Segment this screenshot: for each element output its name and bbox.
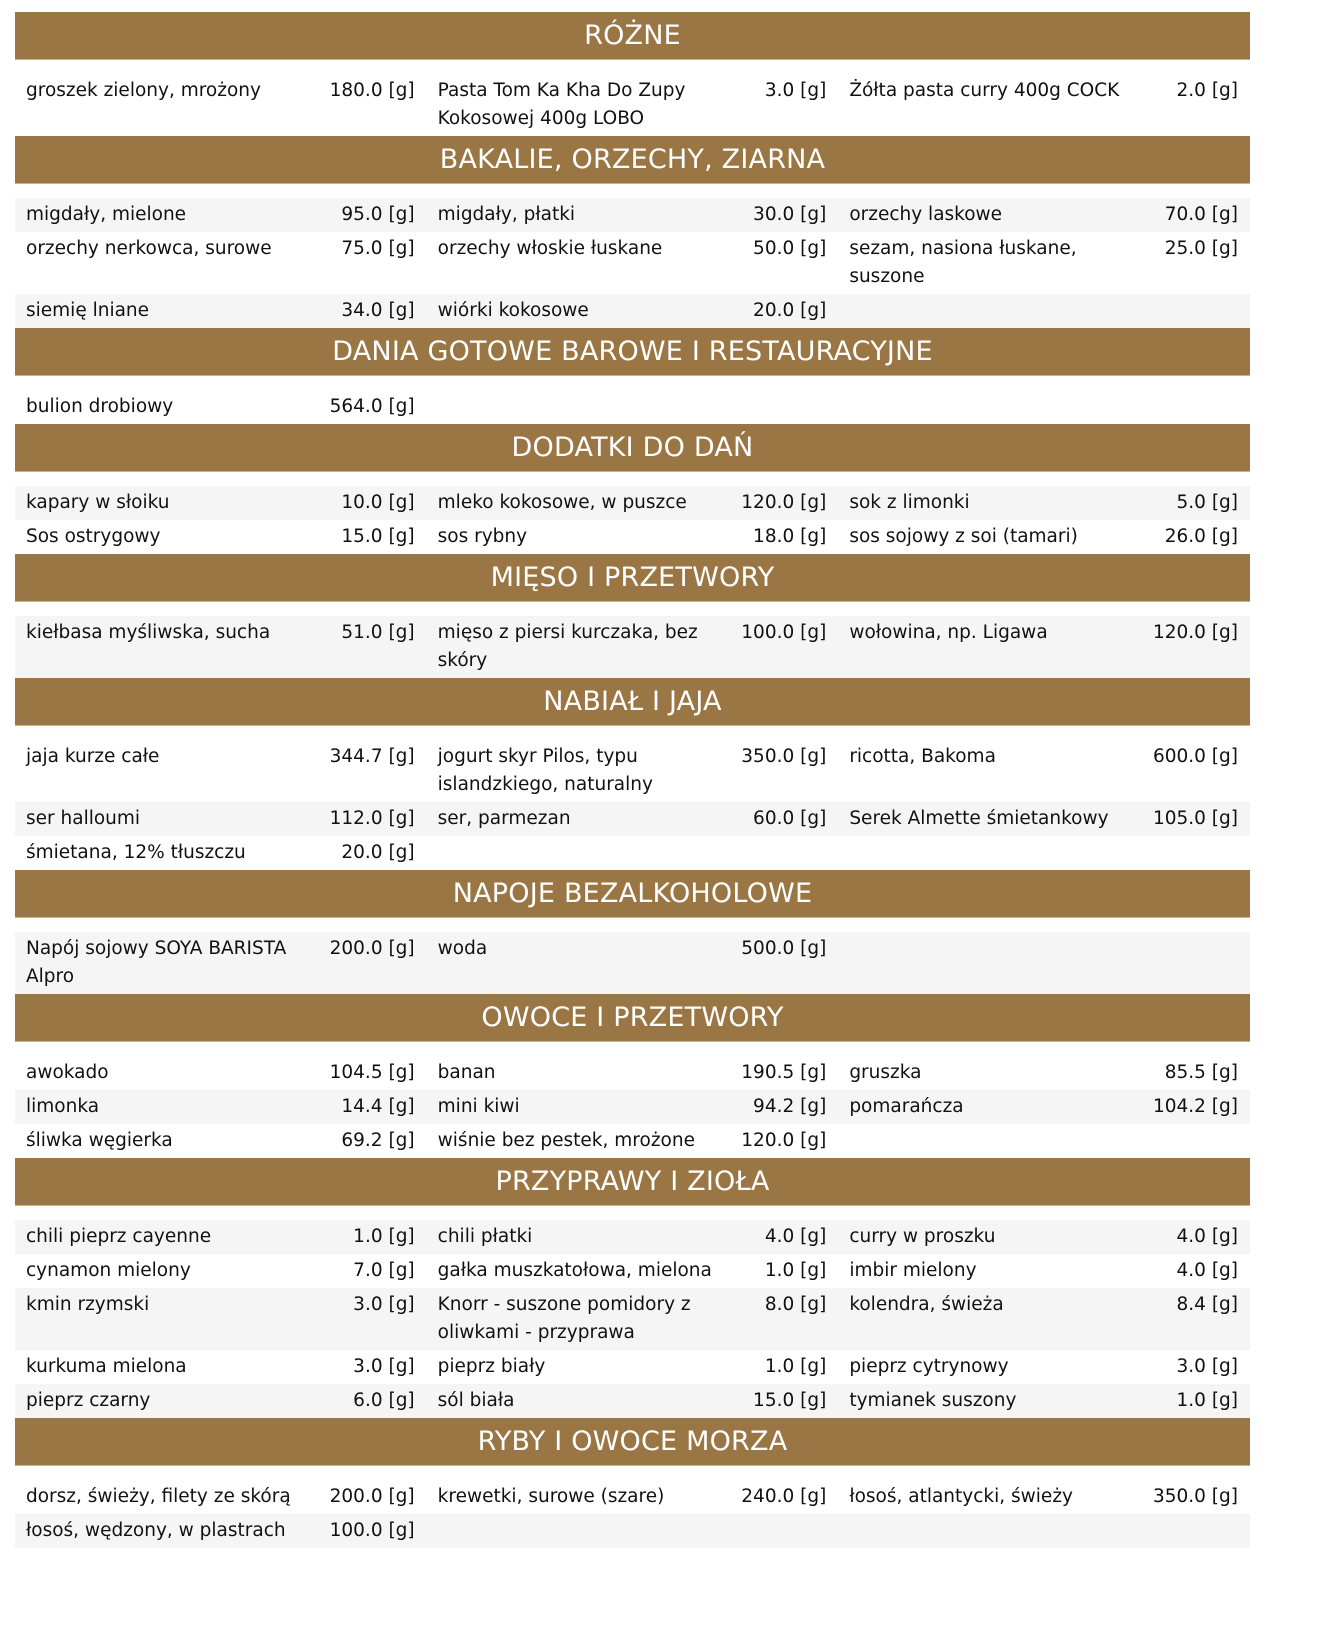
table-row	[15, 232, 1250, 294]
table-row	[15, 198, 1250, 232]
empty-cell	[1138, 836, 1250, 870]
item-quantity: 15.0 [g]	[727, 1384, 839, 1418]
table-row	[15, 740, 1250, 802]
item-quantity: 120.0 [g]	[741, 1130, 827, 1151]
item-name: jaja kurze całe	[26, 746, 160, 767]
item-name: chili pieprz cayenne	[15, 1220, 315, 1254]
item-name: sos rybny	[437, 526, 528, 547]
section-header-row	[15, 1418, 1250, 1466]
item-name: ser halloumi	[15, 802, 315, 836]
spacer-cell	[15, 1042, 1250, 1057]
item-name: ricotta, Bakoma	[849, 746, 996, 767]
table-row	[15, 616, 1250, 678]
item-name: orzechy laskowe	[838, 198, 1138, 232]
item-quantity: 120.0 [g]	[1138, 616, 1250, 678]
item-quantity: 15.0 [g]	[341, 526, 415, 547]
item-name: migdały, płatki	[427, 198, 727, 232]
section-spacer	[15, 1042, 1250, 1057]
item-name: chili płatki	[427, 1220, 727, 1254]
item-quantity: 85.5 [g]	[1164, 1062, 1238, 1083]
item-name: Serek Almette śmietankowy	[838, 802, 1138, 836]
empty-cell	[727, 390, 839, 424]
item-name: dorsz, świeży, filety ze skórą	[26, 1486, 291, 1507]
item-quantity: 25.0 [g]	[1164, 238, 1238, 259]
item-quantity: 2.0 [g]	[1176, 80, 1238, 101]
item-quantity: 500.0 [g]	[727, 932, 839, 994]
item-name: cynamon mielony	[26, 1260, 191, 1281]
item-name: Pasta Tom Ka Kha Do Zupy Kokosowej 400g LOBO	[437, 80, 686, 129]
item-name: kiełbasa myśliwska, sucha	[15, 616, 315, 678]
table-row	[15, 1124, 1250, 1158]
item-name: sok z limonki	[838, 486, 1138, 520]
table-row	[15, 802, 1250, 836]
item-quantity: 7.0 [g]	[353, 1260, 415, 1281]
section-header-row	[15, 870, 1250, 918]
item-name: siemię lniane	[15, 294, 315, 328]
item-quantity: 4.0 [g]	[727, 1220, 839, 1254]
item-name: krewetki, surowe (szare)	[437, 1486, 665, 1507]
item-name: banan	[437, 1062, 496, 1083]
empty-cell	[1138, 294, 1250, 328]
section-title: OWOCE I PRZETWORY	[15, 994, 1250, 1042]
item-name: kurkuma mielona	[26, 1356, 187, 1377]
item-name: łosoś, atlantycki, świeży	[849, 1486, 1073, 1507]
item-quantity: 75.0 [g]	[341, 238, 415, 259]
spacer-cell	[15, 376, 1250, 391]
table-row	[15, 390, 1250, 424]
section-title: DODATKI DO DAŃ	[15, 424, 1250, 472]
item-quantity: 14.4 [g]	[315, 1090, 427, 1124]
item-quantity: 50.0 [g]	[753, 238, 827, 259]
item-quantity: 4.0 [g]	[1176, 1260, 1238, 1281]
section-spacer	[15, 184, 1250, 199]
table-row	[15, 1350, 1250, 1384]
item-name: mini kiwi	[427, 1090, 727, 1124]
section-title: NAPOJE BEZALKOHOLOWE	[15, 870, 1250, 918]
item-name: Napój sojowy SOYA BARISTA Alpro	[15, 932, 315, 994]
shopping-list	[15, 12, 1250, 1548]
item-quantity: 34.0 [g]	[315, 294, 427, 328]
item-quantity: 95.0 [g]	[315, 198, 427, 232]
section-spacer	[15, 472, 1250, 487]
item-name: wołowina, np. Ligawa	[838, 616, 1138, 678]
item-quantity: 350.0 [g]	[741, 746, 827, 767]
item-name: orzechy nerkowca, surowe	[26, 238, 272, 259]
item-quantity: 100.0 [g]	[315, 1514, 427, 1548]
table-row	[15, 1480, 1250, 1514]
item-quantity: 104.2 [g]	[1138, 1090, 1250, 1124]
item-name: kapary w słoiku	[15, 486, 315, 520]
item-quantity: 112.0 [g]	[315, 802, 427, 836]
empty-cell	[838, 294, 1138, 328]
spacer-cell	[15, 184, 1250, 199]
table-row	[15, 1384, 1250, 1418]
spacer-cell	[15, 918, 1250, 933]
item-quantity: 350.0 [g]	[1152, 1486, 1238, 1507]
table-row	[15, 1220, 1250, 1254]
section-spacer	[15, 1206, 1250, 1221]
item-name: sól biała	[427, 1384, 727, 1418]
item-name: migdały, mielone	[15, 198, 315, 232]
item-quantity: 8.0 [g]	[727, 1288, 839, 1350]
section-title: RÓŻNE	[15, 12, 1250, 60]
empty-cell	[727, 1514, 839, 1548]
section-header-row	[15, 678, 1250, 726]
empty-cell	[1138, 932, 1250, 994]
table-row	[15, 520, 1250, 554]
item-name: gałka muszkatołowa, mielona	[437, 1260, 712, 1281]
item-quantity: 200.0 [g]	[315, 932, 427, 994]
empty-cell	[427, 390, 727, 424]
section-title: NABIAŁ I JAJA	[15, 678, 1250, 726]
empty-cell	[838, 1514, 1138, 1548]
empty-cell	[838, 390, 1138, 424]
item-name: pieprz cytrynowy	[849, 1356, 1009, 1377]
spacer-cell	[15, 726, 1250, 741]
table-row	[15, 294, 1250, 328]
item-name: sos sojowy z soi (tamari)	[849, 526, 1078, 547]
section-spacer	[15, 1466, 1250, 1481]
item-quantity: 1.0 [g]	[315, 1220, 427, 1254]
shopping-list-body	[15, 12, 1250, 1548]
item-name: orzechy włoskie łuskane	[437, 238, 663, 259]
table-row	[15, 836, 1250, 870]
item-name: awokado	[26, 1062, 109, 1083]
empty-cell	[1138, 1514, 1250, 1548]
item-quantity: 1.0 [g]	[764, 1260, 827, 1281]
section-header-row	[15, 994, 1250, 1042]
section-title: BAKALIE, ORZECHY, ZIARNA	[15, 136, 1250, 184]
empty-cell	[838, 836, 1138, 870]
item-name: mleko kokosowe, w puszce	[427, 486, 727, 520]
item-quantity: 20.0 [g]	[727, 294, 839, 328]
item-name: pieprz czarny	[15, 1384, 315, 1418]
spacer-cell	[15, 60, 1250, 75]
item-name: gruszka	[849, 1062, 922, 1083]
item-name: Knorr - suszone pomidory z oliwkami - przyprawa	[427, 1288, 727, 1350]
table-row	[15, 1288, 1250, 1350]
item-name: jogurt skyr Pilos, typu islandzkiego, naturalny	[437, 746, 653, 795]
item-name: Żółta pasta curry 400g COCK	[849, 80, 1120, 101]
item-name: sezam, nasiona łuskane, suszone	[849, 238, 1077, 287]
table-row	[15, 1090, 1250, 1124]
item-name: kmin rzymski	[15, 1288, 315, 1350]
item-name: pomarańcza	[838, 1090, 1138, 1124]
item-quantity: 4.0 [g]	[1138, 1220, 1250, 1254]
section-header-row	[15, 424, 1250, 472]
item-quantity: 1.0 [g]	[1138, 1384, 1250, 1418]
item-quantity: 70.0 [g]	[1138, 198, 1250, 232]
empty-cell	[427, 836, 727, 870]
item-quantity: 564.0 [g]	[329, 396, 415, 417]
section-spacer	[15, 376, 1250, 391]
item-name: wiśnie bez pestek, mrożone	[437, 1130, 695, 1151]
empty-cell	[838, 1124, 1138, 1158]
item-name: kolendra, świeża	[838, 1288, 1138, 1350]
item-quantity: 26.0 [g]	[1164, 526, 1238, 547]
item-quantity: 3.0 [g]	[353, 1356, 415, 1377]
table-row	[15, 1254, 1250, 1288]
item-quantity: 180.0 [g]	[329, 80, 415, 101]
section-header-row	[15, 1158, 1250, 1206]
item-quantity: 100.0 [g]	[727, 616, 839, 678]
item-quantity: 3.0 [g]	[1176, 1356, 1238, 1377]
section-header-row	[15, 136, 1250, 184]
item-quantity: 190.5 [g]	[741, 1062, 827, 1083]
item-quantity: 3.0 [g]	[315, 1288, 427, 1350]
spacer-cell	[15, 472, 1250, 487]
item-name: woda	[427, 932, 727, 994]
item-quantity: 5.0 [g]	[1138, 486, 1250, 520]
item-name: wiórki kokosowe	[427, 294, 727, 328]
item-name: Sos ostrygowy	[26, 526, 161, 547]
section-spacer	[15, 726, 1250, 741]
spacer-cell	[15, 1206, 1250, 1221]
item-quantity: 69.2 [g]	[341, 1130, 415, 1151]
section-title: DANIA GOTOWE BAROWE I RESTAURACYJNE	[15, 328, 1250, 376]
section-spacer	[15, 602, 1250, 617]
item-quantity: 600.0 [g]	[1152, 746, 1238, 767]
table-row	[15, 74, 1250, 136]
empty-cell	[1138, 390, 1250, 424]
section-title: MIĘSO I PRZETWORY	[15, 554, 1250, 602]
section-title: PRZYPRAWY I ZIOŁA	[15, 1158, 1250, 1206]
section-header-row	[15, 554, 1250, 602]
item-quantity: 240.0 [g]	[741, 1486, 827, 1507]
item-name: ser, parmezan	[427, 802, 727, 836]
item-name: curry w proszku	[838, 1220, 1138, 1254]
item-quantity: 1.0 [g]	[764, 1356, 827, 1377]
section-spacer	[15, 60, 1250, 75]
item-quantity: 6.0 [g]	[315, 1384, 427, 1418]
empty-cell	[427, 1514, 727, 1548]
item-name: łosoś, wędzony, w plastrach	[15, 1514, 315, 1548]
item-name: groszek zielony, mrożony	[26, 80, 261, 101]
item-quantity: 10.0 [g]	[315, 486, 427, 520]
table-row	[15, 932, 1250, 994]
item-name: tymianek suszony	[838, 1384, 1138, 1418]
item-quantity: 60.0 [g]	[727, 802, 839, 836]
item-quantity: 30.0 [g]	[727, 198, 839, 232]
item-quantity: 105.0 [g]	[1138, 802, 1250, 836]
spacer-cell	[15, 602, 1250, 617]
empty-cell	[1138, 1124, 1250, 1158]
item-quantity: 8.4 [g]	[1138, 1288, 1250, 1350]
table-row	[15, 486, 1250, 520]
item-quantity: 120.0 [g]	[727, 486, 839, 520]
spacer-cell	[15, 1466, 1250, 1481]
item-name: bulion drobiowy	[26, 396, 174, 417]
item-name: mięso z piersi kurczaka, bez skóry	[427, 616, 727, 678]
item-quantity: 104.5 [g]	[329, 1062, 415, 1083]
section-title: RYBY I OWOCE MORZA	[15, 1418, 1250, 1466]
item-quantity: 18.0 [g]	[753, 526, 827, 547]
shopping-list-table	[15, 12, 1250, 1548]
table-row	[15, 1056, 1250, 1090]
section-header-row	[15, 328, 1250, 376]
item-quantity: 3.0 [g]	[764, 80, 827, 101]
item-quantity: 20.0 [g]	[341, 842, 415, 863]
section-spacer	[15, 918, 1250, 933]
table-row	[15, 1514, 1250, 1548]
empty-cell	[727, 836, 839, 870]
item-quantity: 94.2 [g]	[727, 1090, 839, 1124]
item-name: śmietana, 12% tłuszczu	[26, 842, 246, 863]
item-name: pieprz biały	[437, 1356, 546, 1377]
item-name: śliwka węgierka	[26, 1130, 173, 1151]
item-quantity: 344.7 [g]	[329, 746, 415, 767]
item-quantity: 51.0 [g]	[315, 616, 427, 678]
empty-cell	[838, 932, 1138, 994]
item-name: limonka	[15, 1090, 315, 1124]
item-name: imbir mielony	[849, 1260, 977, 1281]
item-quantity: 200.0 [g]	[329, 1486, 415, 1507]
section-header-row	[15, 12, 1250, 60]
